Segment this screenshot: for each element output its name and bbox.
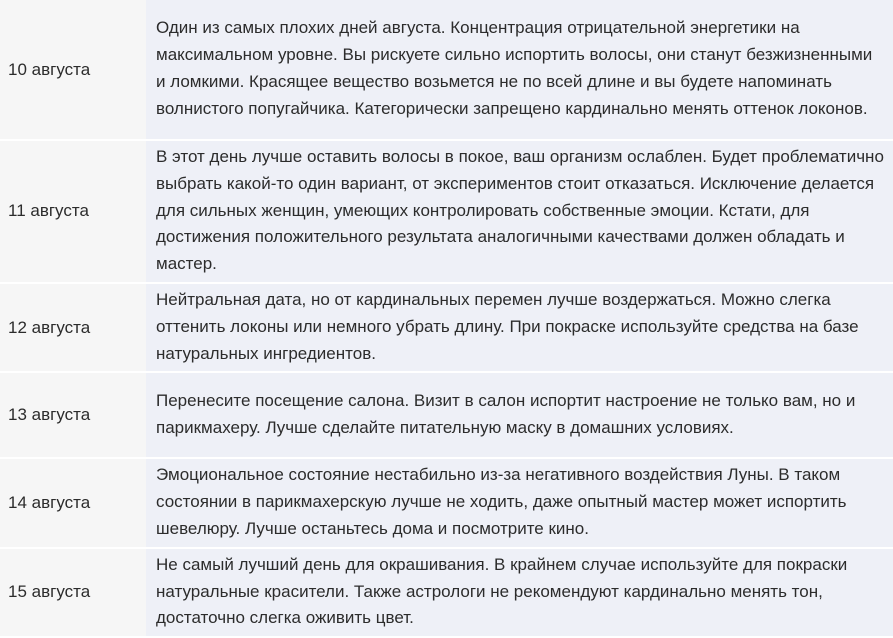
date-cell: 11 августа (0, 140, 146, 283)
table-row (0, 0, 893, 140)
table-row (0, 458, 893, 547)
date-cell: 12 августа (0, 283, 146, 372)
date-cell: 15 августа (0, 548, 146, 637)
description-cell: Эмоциональное состояние нестабильно из-за негативного воздействия Луны. В таком состоянии в парикмахерскую лучше не ходить, даже опытный мастер может испортить шевелюру. Лучше останьтесь дома и посмотрите кино. (146, 458, 893, 547)
description-cell: Не самый лучший день для окрашивания. В крайнем случае используйте для покраски натуральные красители. Также астрологи не рекомендуют кардинально менять тон, достаточно слегка оживить цвет. (146, 548, 893, 637)
description-cell: Один из самых плохих дней августа. Концентрация отрицательной энергетики на максимальном уровне. Вы рискуете сильно испортить волосы, они станут безжизненными и ломкими. Красящее вещество возьмется не по всей длине и вы будете напоминать волнистого попугайчика. Категорически запрещено кардинально менять оттенок локонов. (146, 0, 893, 140)
table-row (0, 372, 893, 458)
date-cell: 14 августа (0, 458, 146, 547)
description-cell: Нейтральная дата, но от кардинальных перемен лучше воздержаться. Можно слегка оттенить локоны или немного убрать длину. При покраске используйте средства на базе натуральных ингредиентов. (146, 283, 893, 372)
table-row (0, 548, 893, 637)
description-cell: Перенесите посещение салона. Визит в салон испортит настроение не только вам, но и парикмахеру. Лучше сделайте питательную маску в домашних условиях. (146, 372, 893, 458)
date-cell: 13 августа (0, 372, 146, 458)
table-row (0, 283, 893, 372)
description-cell: В этот день лучше оставить волосы в покое, ваш организм ослаблен. Будет проблематично выбрать какой-то один вариант, от экспериментов стоит отказаться. Исключение делается для сильных женщин, умеющих контролировать собственные эмоции. Кстати, для достижения положительного результата аналогичными качествами должен обладать и мастер. (146, 140, 893, 283)
date-cell: 10 августа (0, 0, 146, 140)
table-row (0, 140, 893, 283)
